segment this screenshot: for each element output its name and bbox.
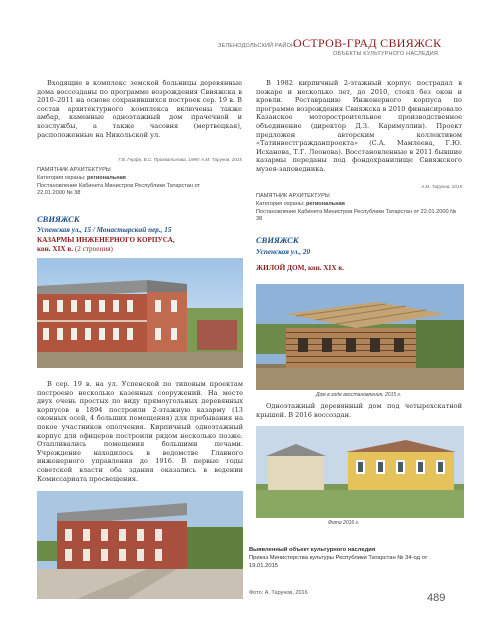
place-name: СВИЯЖСК	[256, 235, 299, 245]
category-value: региональная	[87, 174, 126, 181]
object-title-text: ЖИЛОЙ ДОМ,	[256, 264, 307, 272]
left-object-heading	[37, 214, 242, 254]
monument-decree: Постановление Кабинета Министров Республики Татарстан от 22.01.2000 № 38	[37, 182, 201, 197]
barracks-yard-photo	[37, 491, 243, 599]
right-intro-credit: А.М. Тарунов, 2015	[421, 184, 462, 189]
right-object-heading	[256, 235, 462, 273]
object-title-century: кон. XIX в.	[37, 245, 74, 253]
object-address: Успенская ул., 20	[256, 248, 311, 256]
photo-credit: Фото: А. Тарунов, 2016	[249, 590, 308, 596]
page-number: 489	[427, 592, 446, 604]
left-intro	[37, 79, 242, 139]
monument-type: ПАМЯТНИК АРХИТЕКТУРЫ	[37, 167, 111, 173]
category-value: региональная	[306, 200, 345, 207]
place-name: СВИЯЖСК	[37, 214, 80, 224]
left-body	[37, 380, 243, 483]
left-intro-credit: Г.В. Герфа, В.С. Прохватилова, 1999; А.М. Тарунов, 2015	[118, 157, 242, 162]
barracks-photo	[37, 258, 243, 368]
restoration-caption: Дом в ходе восстановления, 2015 г.	[316, 392, 402, 398]
object-title-note: (2 строения)	[74, 245, 113, 253]
header-district: ЗЕЛЕНОДОЛЬСКИЙ РАЙОН.	[218, 43, 297, 49]
category-label: Категория охраны:	[37, 174, 87, 181]
left-body-text: В сер. 19 в. на ул. Успенской по типовым проектам построено несколько казенных сооружений. На месте двух очень простых по виду прямоугольных деревянных корпусов в 1894 построили 2-этажную казарму (13 оконных осей, 4 больших помещения) для пребывания на покое участников ополчения. Кирпичный одноэтажный корпус для офицеров построили рядом несколько позже. Отапливались помещения большими печами. Учреждение находилось в ведомстве Главного инженерного управления до 1916. В первые годы советской власти оба здания оказались в ведении Комиссариата просвещения.	[37, 380, 243, 483]
right-body-text: Одноэтажный деревянный дом под четырехскатной крышей. В 2016 воссоздан.	[256, 402, 462, 419]
photo-2016-caption: Фото 2016 г.	[328, 520, 360, 526]
object-title-century: кон. XIX в.	[307, 264, 344, 272]
house-2016-photo	[256, 426, 464, 518]
category-label: Категория охраны:	[256, 200, 306, 207]
left-intro-text: Входящие в комплекс земской больницы деревянные дома воссозданы по программе возрождения Свияжска в 2010–2011 на основе сохранившихся построек сер. 19 в. В состав архитектурного комплекса включены также амбар, каменные одноэтажный дом прачечной и хозслужбы, а также часовня (мертвецкая), расположенные на Никольской ул.	[37, 79, 242, 139]
monument-type: ПАМЯТНИК АРХИТЕКТУРЫ	[256, 193, 330, 199]
object-address: Успенская ул., 15 / Монастырский пер., 15	[37, 226, 172, 234]
right-body	[256, 402, 462, 419]
object-title-text: КАЗАРМЫ ИНЖЕНЕРНОГО КОРПУСА,	[37, 236, 175, 244]
identified-heading: Выявленный объект культурного наследия	[249, 547, 376, 553]
house-restoration-photo	[256, 284, 464, 390]
left-monument-info	[37, 167, 237, 198]
object-title	[37, 236, 242, 254]
identified-object-info	[249, 546, 464, 570]
right-intro-text: В 1982 кирпичный 2-этажный корпус пострадал в пожаре и несколько лет, до 2010, стоял без окон и кровли. Реставрацию Инженерного корпуса по программе возрождения Свияжска в 2010 финансировало Казанское моторостроительное производственное объединение (директор Д.З. Каримуллин). Проект предложен авторским коллективом «Татинвестгражданпроекта» (С.А. Мамлеева, Г.Ю. Исханова, Т.Г. Леонова). Восстановленные в 2011 бывшие казармы переданы под фондохранилище Свияжского музея-заповедника.	[256, 79, 462, 173]
header-title: ОСТРОВ-ГРАД СВИЯЖСК	[293, 36, 442, 50]
object-title	[256, 264, 462, 273]
right-monument-info	[256, 193, 466, 224]
header-subtitle: ОБЪЕКТЫ КУЛЬТУРНОГО НАСЛЕДИЯ	[333, 51, 439, 57]
right-intro	[256, 79, 462, 174]
monument-decree: Постановление Кабинета Министров Республики Татарстан от 22.01.2000 № 38	[256, 208, 457, 223]
identified-decree: Приказ Министерства культуры Республики Татарстан № 34-од от 19.01.2015	[249, 555, 428, 569]
